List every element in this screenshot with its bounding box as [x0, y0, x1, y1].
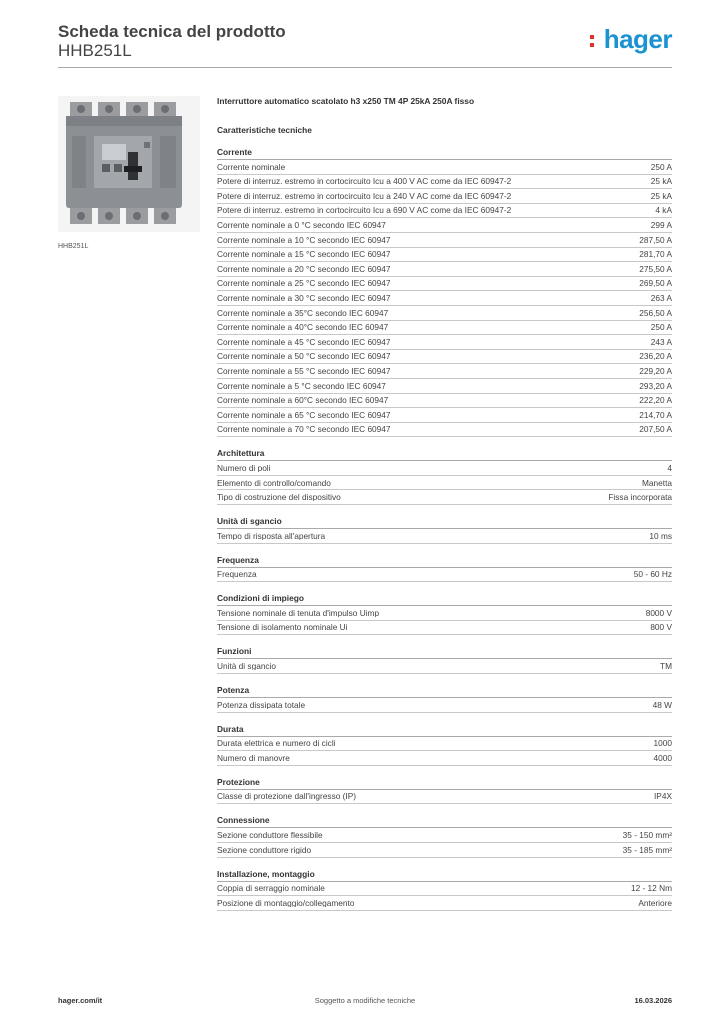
section-heading: Durata	[217, 723, 672, 737]
spec-row	[217, 568, 672, 583]
spec-value: Anteriore	[638, 897, 672, 908]
circuit-breaker-illustration	[58, 96, 200, 232]
spec-label: Corrente nominale a 60°C secondo IEC 60947	[217, 396, 389, 405]
logo-text: hager	[603, 24, 672, 54]
spec-label: Potere di interruz. estremo in cortocircuito Icu a 240 V AC come da IEC 60947-2	[217, 191, 512, 201]
spec-label: Corrente nominale a 0 °C secondo IEC 60947	[217, 221, 386, 230]
document-title: Scheda tecnica del prodotto	[58, 22, 286, 41]
spec-label: Sezione conduttore flessibile	[217, 831, 323, 840]
spec-value: 4	[667, 462, 672, 473]
spec-value: 4000	[653, 752, 672, 763]
spec-value: 229,20 A	[639, 365, 672, 376]
spec-label: Corrente nominale a 15 °C secondo IEC 60947	[217, 250, 391, 259]
hager-logo	[590, 24, 672, 64]
spec-row	[217, 843, 672, 858]
spec-label: Corrente nominale a 35°C secondo IEC 60947	[217, 308, 389, 317]
image-caption: HHB251L	[58, 243, 89, 250]
spec-value: 8000 V	[645, 607, 672, 618]
spec-value: 12 - 12 Nm	[630, 883, 672, 894]
spec-row	[217, 698, 672, 713]
spec-value: 25 kA	[650, 190, 672, 201]
spec-label: Durata elettrica e numero di cicli	[217, 739, 336, 748]
spec-row	[217, 321, 672, 336]
spec-value: 250 A	[650, 322, 672, 333]
spec-row	[217, 408, 672, 423]
spec-row	[217, 423, 672, 438]
spec-value: Manetta	[642, 477, 672, 488]
page-header	[58, 20, 672, 68]
footer-date: 16.03.2026	[634, 996, 672, 1005]
spec-row	[217, 621, 672, 636]
spec-row	[217, 606, 672, 621]
spec-row	[217, 335, 672, 350]
spec-value: 25 kA	[650, 176, 672, 187]
spec-row	[217, 751, 672, 766]
spec-label: Tensione di isolamento nominale Ui	[217, 623, 348, 632]
spec-sections	[217, 140, 672, 911]
spec-label: Corrente nominale	[217, 162, 286, 171]
spec-row	[217, 204, 672, 219]
spec-row	[217, 379, 672, 394]
spec-row	[217, 160, 672, 175]
section-heading: Unità di sgancio	[217, 515, 672, 529]
section-heading: Condizioni di impiego	[217, 592, 672, 606]
spec-label: Corrente nominale a 45 °C secondo IEC 60947	[217, 337, 391, 347]
spec-label: Coppia di serraggio nominale	[217, 884, 325, 893]
spec-row	[217, 882, 672, 897]
spec-label: Corrente nominale a 20 °C secondo IEC 60947	[217, 264, 391, 274]
spec-value: 35 - 185 mm²	[622, 844, 672, 855]
header-divider	[58, 67, 672, 68]
footer-note: Soggetto a modifiche tecniche	[314, 996, 416, 1005]
spec-row	[217, 306, 672, 321]
spec-label: Corrente nominale a 50 °C secondo IEC 60947	[217, 352, 391, 361]
spec-value: 256,50 A	[639, 307, 672, 318]
spec-value: 800 V	[650, 622, 672, 633]
spec-row	[217, 790, 672, 805]
spec-row	[217, 659, 672, 674]
spec-label: Tempo di risposta all'apertura	[217, 531, 326, 540]
section-heading: Architettura	[217, 447, 672, 461]
spec-value: 222,20 A	[639, 395, 672, 406]
spec-label: Tensione nominale di tenuta d'impulso Uimp	[217, 608, 380, 618]
spec-label: Numero di poli	[217, 463, 271, 473]
spec-label: Potere di interruz. estremo in cortocircuito Icu a 690 V AC come da IEC 60947-2	[217, 206, 512, 215]
spec-value: 275,50 A	[639, 263, 672, 274]
spec-value: 35 - 150 mm²	[622, 830, 672, 841]
spec-label: Posizione di montaggio/collegamento	[217, 898, 355, 908]
spec-value: 243 A	[650, 336, 672, 347]
spec-row	[217, 262, 672, 277]
spec-value: IP4X	[654, 791, 672, 802]
spec-label: Corrente nominale a 65 °C secondo IEC 60947	[217, 410, 391, 420]
product-code: HHB251L	[58, 41, 132, 60]
spec-row	[217, 828, 672, 843]
product-name: Interruttore automatico scatolato h3 x250 TM 4P 25kA 250A fisso	[217, 96, 475, 106]
product-image	[58, 96, 200, 232]
spec-row	[217, 248, 672, 263]
spec-label: Frequenza	[217, 570, 257, 579]
spec-row	[217, 175, 672, 190]
section-heading: Protezione	[217, 776, 672, 790]
spec-label: Corrente nominale a 10 °C secondo IEC 60947	[217, 235, 391, 244]
spec-label: Classe di protezione dall'ingresso (IP)	[217, 792, 357, 801]
spec-value: 10 ms	[649, 530, 672, 541]
logo-dots-icon	[590, 35, 595, 51]
section-heading: Frequenza	[217, 554, 672, 568]
spec-row	[217, 350, 672, 365]
spec-value: 281,70 A	[639, 249, 672, 260]
section-heading: Funzioni	[217, 645, 672, 659]
spec-label: Unità di sgancio	[217, 662, 277, 671]
spec-label: Corrente nominale a 70 °C secondo IEC 60947	[217, 425, 391, 434]
spec-row	[217, 896, 672, 911]
spec-row	[217, 476, 672, 491]
spec-value: 287,50 A	[639, 234, 672, 245]
spec-value: 48 W	[652, 699, 672, 710]
spec-row	[217, 737, 672, 752]
section-heading: Potenza	[217, 684, 672, 698]
spec-label: Tipo di costruzione del dispositivo	[217, 493, 341, 502]
spec-row	[217, 189, 672, 204]
spec-value: TM	[660, 661, 672, 672]
spec-label: Sezione conduttore rigido	[217, 845, 312, 854]
spec-row	[217, 461, 672, 476]
spec-row	[217, 394, 672, 409]
page-footer	[58, 996, 672, 1010]
spec-row	[217, 490, 672, 505]
spec-row	[217, 218, 672, 233]
spec-label: Numero di manovre	[217, 753, 290, 763]
spec-value: 263 A	[650, 292, 672, 303]
spec-label: Potenza dissipata totale	[217, 700, 306, 709]
spec-value: 299 A	[650, 220, 672, 231]
spec-row	[217, 364, 672, 379]
spec-label: Elemento di controllo/comando	[217, 478, 331, 487]
spec-value: 250 A	[650, 161, 672, 172]
section-heading: Corrente	[217, 146, 672, 160]
section-heading: Installazione, montaggio	[217, 868, 672, 882]
spec-row	[217, 529, 672, 544]
spec-row	[217, 233, 672, 248]
spec-value: 214,70 A	[639, 409, 672, 420]
spec-sheet	[217, 96, 672, 911]
spec-label: Corrente nominale a 30 °C secondo IEC 60947	[217, 293, 391, 303]
spec-value: 1000	[653, 738, 672, 749]
spec-value: 293,20 A	[639, 380, 672, 391]
spec-row	[217, 277, 672, 292]
spec-row	[217, 291, 672, 306]
specs-subtitle: Caratteristiche tecniche	[217, 125, 312, 135]
spec-label: Corrente nominale a 55 °C secondo IEC 60947	[217, 366, 391, 376]
spec-label: Potere di interruz. estremo in cortocircuito Icu a 400 V AC come da IEC 60947-2	[217, 177, 512, 186]
spec-label: Corrente nominale a 40°C secondo IEC 60947	[217, 323, 389, 332]
spec-value: 236,20 A	[639, 351, 672, 362]
spec-value: Fissa incorporata	[608, 492, 672, 503]
spec-value: 50 - 60 Hz	[633, 569, 672, 580]
spec-label: Corrente nominale a 25 °C secondo IEC 60947	[217, 279, 391, 288]
spec-value: 4 kA	[655, 205, 672, 216]
spec-value: 207,50 A	[639, 424, 672, 435]
footer-website: hager.com/it	[58, 996, 103, 1005]
spec-label: Corrente nominale a 5 °C secondo IEC 60947	[217, 381, 386, 390]
section-heading: Connessione	[217, 814, 672, 828]
spec-value: 269,50 A	[639, 278, 672, 289]
